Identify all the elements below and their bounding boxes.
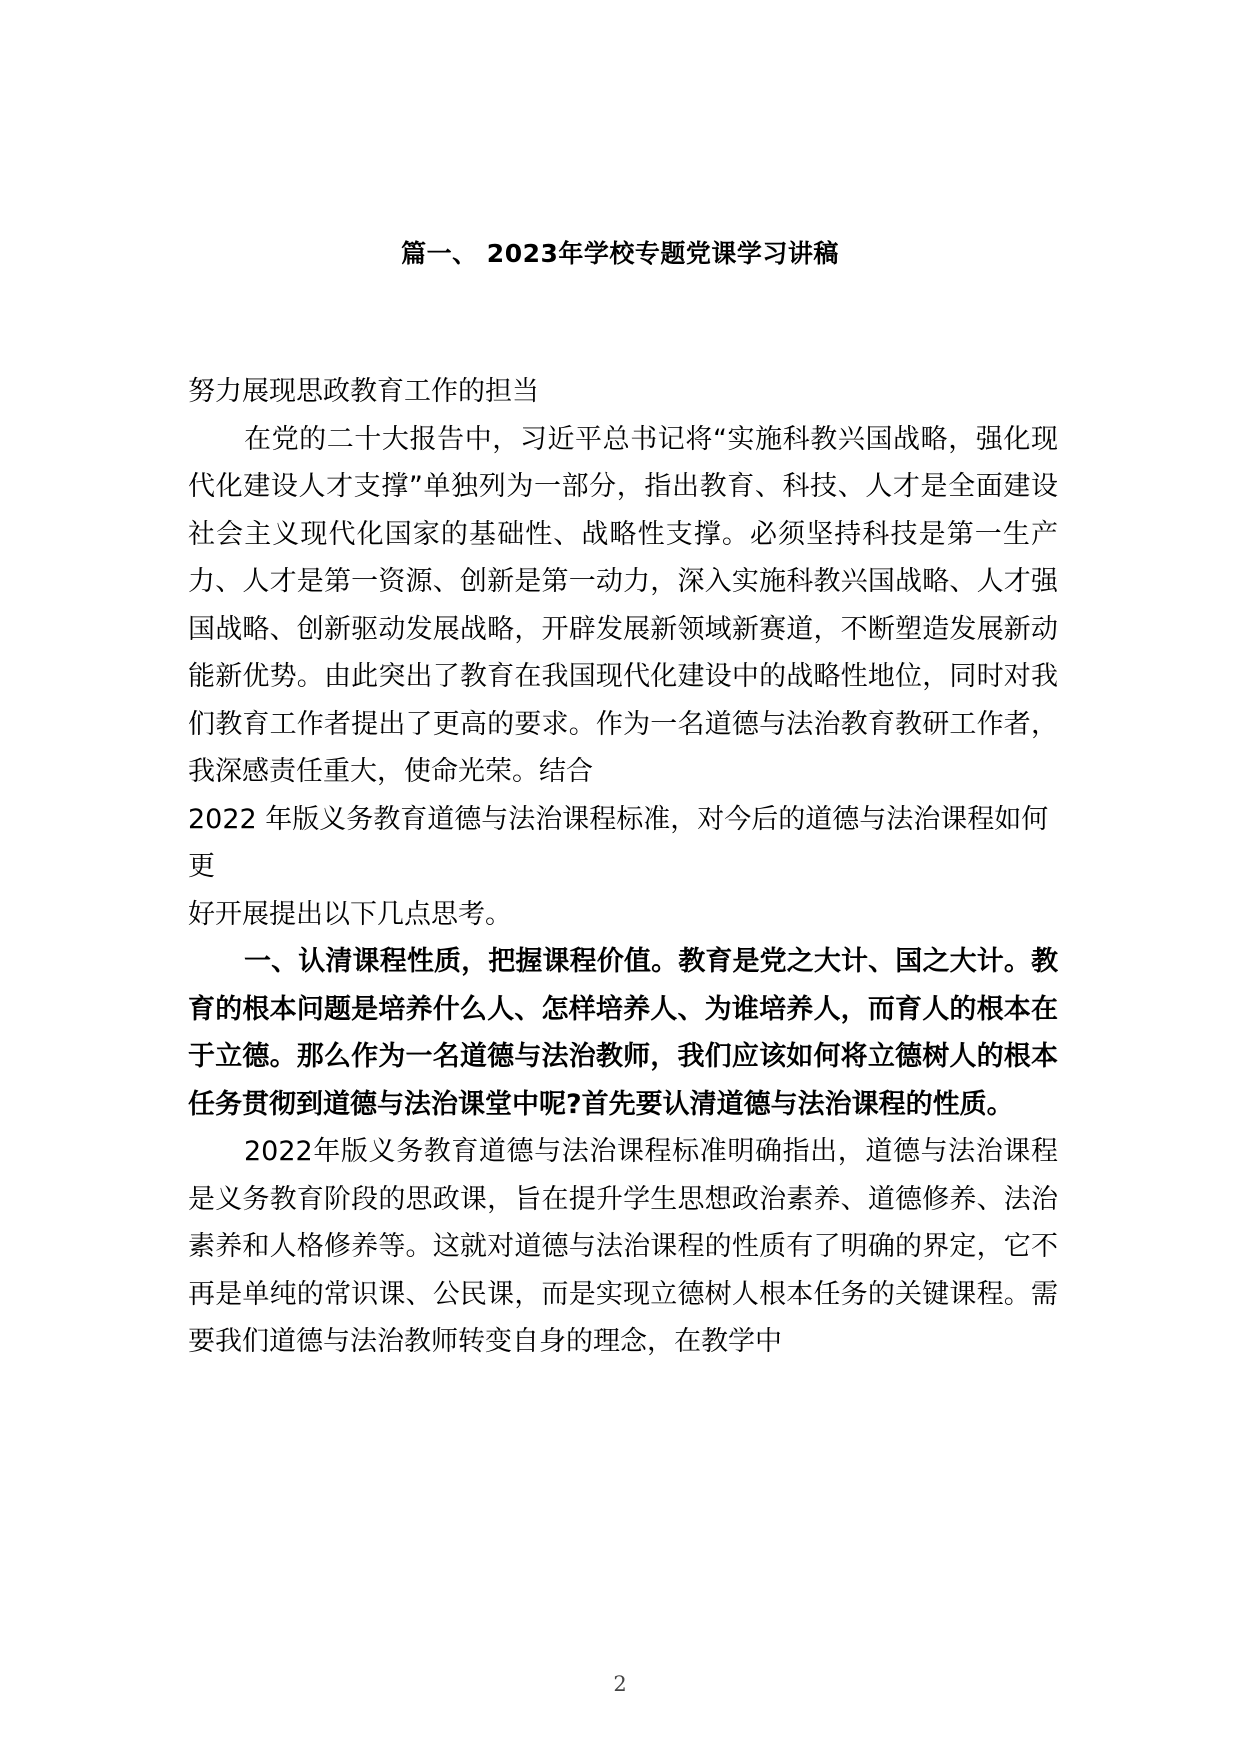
document-body <box>188 368 1058 1366</box>
section-one-heading-paragraph: 一、认清课程性质，把握课程价值。教育是党之大计、国之大计。教育的根本问题是培养什么人、怎样培养人、为谁培养人，而育人的根本在于立德。那么作为一名道德与法治教师，我们应该如何将立德树人的根本任务贯彻到道德与法治课堂中呢?首先要认清道德与法治课程的性质。 <box>188 946 1058 1120</box>
paragraph-curriculum-standard: 2022年版义务教育道德与法治课程标准明确指出，道德与法治课程是义务教育阶段的思政课，旨在提升学生思想政治素养、道德修养、法治素养和人格修养等。这就对道德与法治课程的性质有了明确的界定，它不再是单纯的常识课、公民课，而是实现立德树人根本任务的关键课程。需要我们道德与法治教师转变自身的理念，在教学中 <box>188 1136 1058 1357</box>
paragraph-intro-final-line: 好开展提出以下几点思考。 <box>188 898 512 930</box>
document-subtitle: 努力展现思政教育工作的担当 <box>188 376 539 407</box>
paragraph-intro-continued-line: 2022 年版义务教育道德与法治课程标准，对今后的道德与法治课程如何更 <box>188 803 1049 882</box>
paragraph-intro: 在党的二十大报告中，习近平总书记将“实施科教兴国战略，强化现代化建设人才支撑”单独列为一部分，指出教育、科技、人才是全面建设社会主义现代化国家的基础性、战略性支撑。必须坚持科技是第一生产力、人才是第一资源、创新是第一动力，深入实施科教兴国战略、人才强国战略、创新驱动发展战略，开辟发展新领域新赛道，不断塑造发展新动能新优势。由此突出了教育在我国现代化建设中的战略性地位，同时对我们教育工作者提出了更高的要求。作为一名道德与法治教育教研工作者，我深感责任重大，使命光荣。结合 <box>188 423 1058 787</box>
document-title: 篇一、 2023年学校专题党课学习讲稿 <box>401 239 839 268</box>
page-number: 2 <box>613 1672 627 1696</box>
